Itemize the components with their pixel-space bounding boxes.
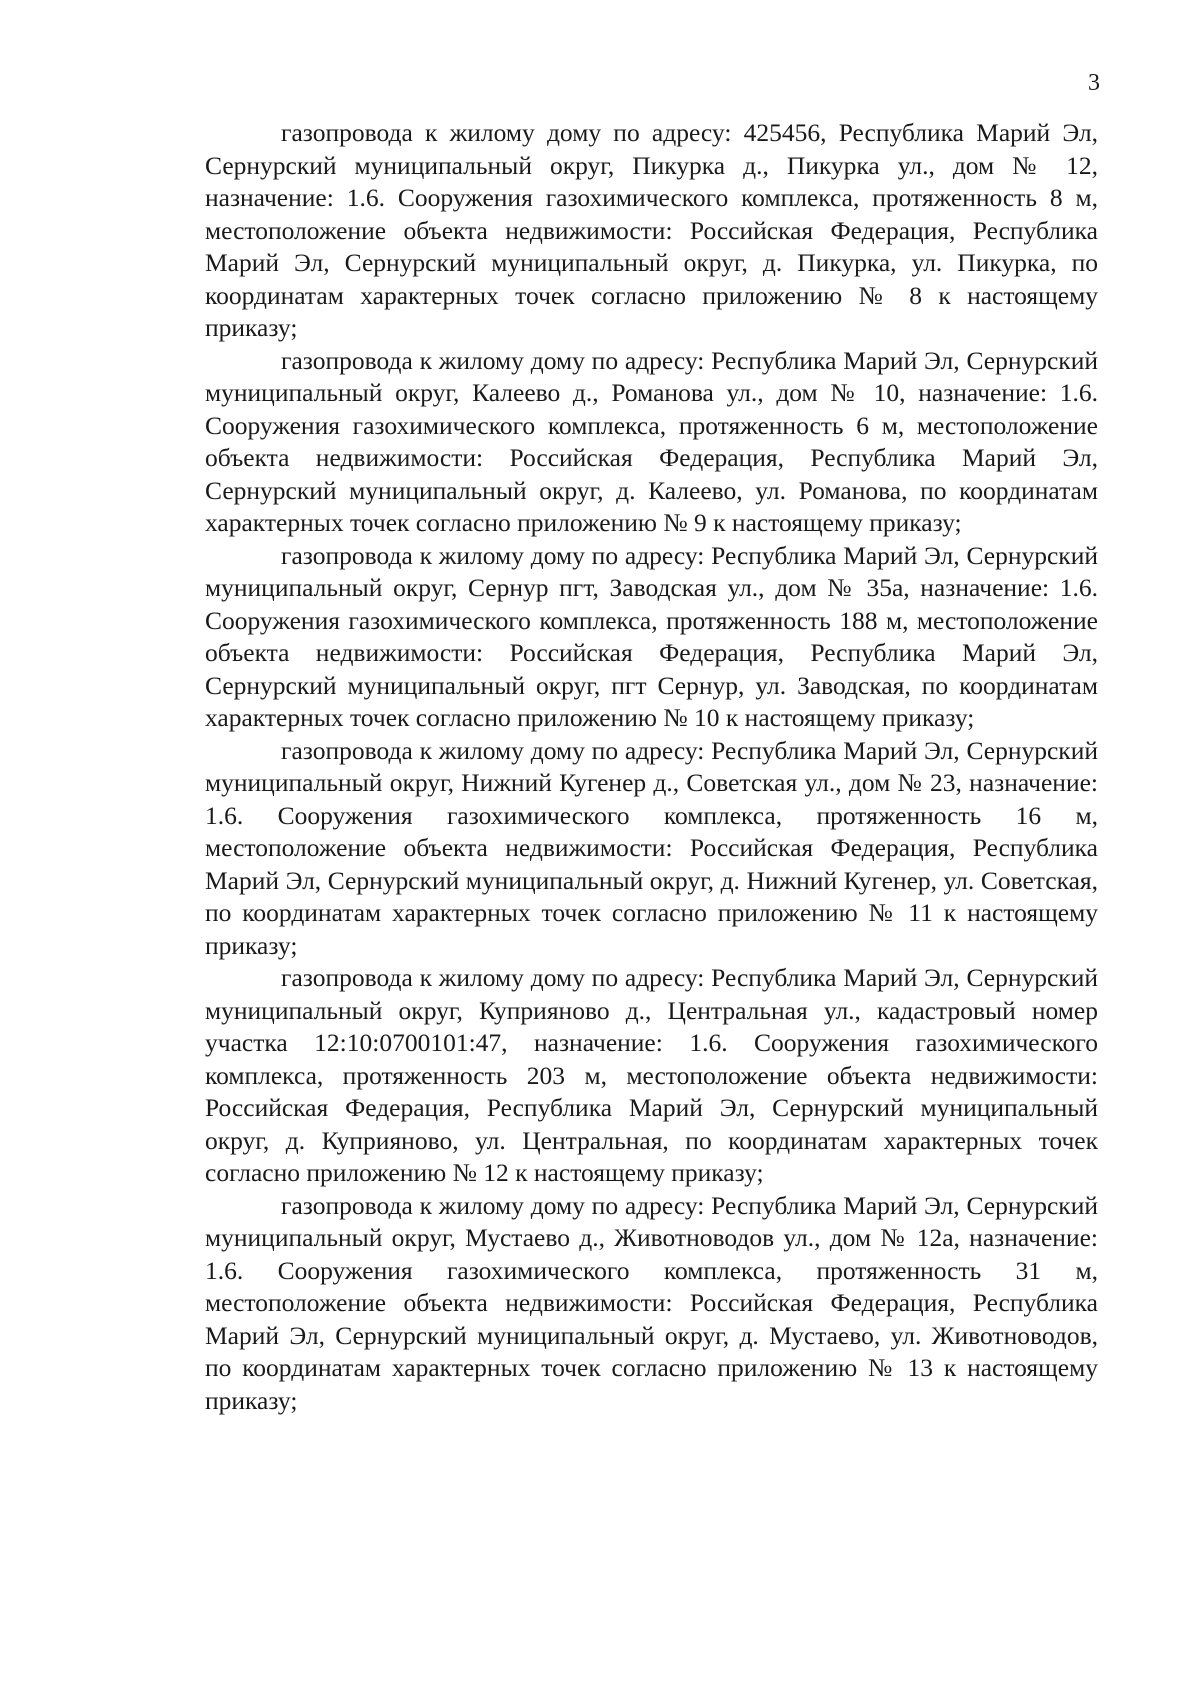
paragraph-appendix-11: газопровода к жилому дому по адресу: Республика Марий Эл, Сернурский муниципальный округ, Нижний Кугенер д., Советская ул., дом № 23, назначение: 1.6. Сооружения газохимического комплекса, протяженность 16 м, местоположение объекта недвижимости: Российская Федерация, Республика Марий Эл, Сернурский муниципальный округ, д. Нижний Кугенер, ул. Советская, по координатам характерных точек согласно приложению № 11 к настоящему приказу; — [205, 735, 1098, 960]
paragraph-appendix-8: газопровода к жилому дому по адресу: 425456, Республика Марий Эл, Сернурский муниципальный округ, Пикурка д., Пикурка ул., дом № 12, назначение: 1.6. Сооружения газохимического комплекса, протяженность 8 м, местоположение объекта недвижимости: Российская Федерация, Республика Марий Эл, Сернурский муниципальный округ, д. Пикурка, ул. Пикурка, по координатам характерных точек согласно приложению № 8 к настоящему приказу; — [205, 118, 1098, 342]
paragraph-appendix-9: газопровода к жилому дому по адресу: Республика Марий Эл, Сернурский муниципальный округ, Калеево д., Романова ул., дом № 10, назначение: 1.6. Сооружения газохимического комплекса, протяженность 6 м, местоположение объекта недвижимости: Российская Федерация, Республика Марий Эл, Сернурский муниципальный округ, д. Калеево, ул. Романова, по координатам характерных точек согласно приложению № 9 к настоящему приказу; — [205, 345, 1098, 537]
page-number: 3 — [1088, 70, 1100, 96]
document-body — [205, 117, 1098, 1417]
paragraph-appendix-10: газопровода к жилому дому по адресу: Республика Марий Эл, Сернурский муниципальный округ, Сернур пгт, Заводская ул., дом № 35а, назначение: 1.6. Сооружения газохимического комплекса, протяженность 188 м, местоположение объекта недвижимости: Российская Федерация, Республика Марий Эл, Сернурский муниципальный округ, пгт Сернур, ул. Заводская, по координатам характерных точек согласно приложению № 10 к настоящему приказу; — [205, 540, 1098, 732]
paragraph-appendix-12: газопровода к жилому дому по адресу: Республика Марий Эл, Сернурский муниципальный округ, Куприяново д., Центральная ул., кадастровый номер участка 12:10:0700101:47, назначение: 1.6. Сооружения газохимического комплекса, протяженность 203 м, местоположение объекта недвижимости: Российская Федерация, Республика Марий Эл, Сернурский муниципальный округ, д. Куприяново, ул. Центральная, по координатам характерных точек согласно приложению № 12 к настоящему приказу; — [205, 963, 1098, 1187]
paragraph-appendix-13: газопровода к жилому дому по адресу: Республика Марий Эл, Сернурский муниципальный округ, Мустаево д., Животноводов ул., дом № 12а, назначение: 1.6. Сооружения газохимического комплекса, протяженность 31 м, местоположение объекта недвижимости: Российская Федерация, Республика Марий Эл, Сернурский муниципальный округ, д. Мустаево, ул. Животноводов, по координатам характерных точек согласно приложению № 13 к настоящему приказу; — [205, 1190, 1098, 1415]
